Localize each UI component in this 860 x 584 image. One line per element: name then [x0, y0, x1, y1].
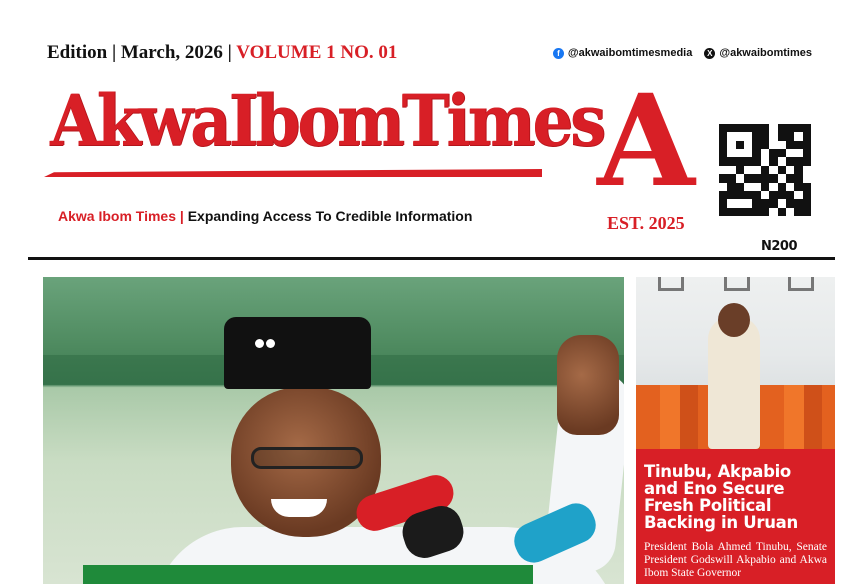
- price-label: N200: [761, 239, 798, 254]
- glasses: [251, 447, 363, 469]
- volume-label: VOLUME 1 NO. 01: [236, 42, 398, 63]
- tagline-text: Expanding Access To Credible Information: [187, 208, 473, 224]
- thumbs-up-hand: [557, 335, 619, 435]
- qr-code-icon[interactable]: [719, 124, 811, 216]
- edition-line: [47, 42, 397, 64]
- black-cap: [224, 317, 371, 389]
- cap-logo-icon: [255, 335, 295, 353]
- logo-letter: A: [597, 67, 695, 215]
- side-story-headline[interactable]: Tinubu, Akpabio and Eno Secure Fresh Political Backing in Uruan: [644, 462, 798, 532]
- side-story-panel: [636, 449, 835, 584]
- edition-label: Edition | March, 2026 |: [47, 42, 232, 63]
- lead-photo[interactable]: [43, 277, 624, 584]
- facebook-icon[interactable]: f: [553, 48, 564, 59]
- masthead-title: AkwaIbomTimes: [50, 80, 604, 163]
- side-story[interactable]: [636, 277, 835, 584]
- facebook-handle[interactable]: @akwaibomtimesmedia: [567, 47, 693, 59]
- tagline-brand: Akwa Ibom Times |: [58, 208, 184, 224]
- header-divider: [28, 257, 835, 260]
- side-story-photo[interactable]: [636, 277, 835, 449]
- established-label: EST. 2025: [607, 213, 685, 233]
- side-story-summary: President Bola Ahmed Tinubu, Senate President Godswill Akpabio and Akwa Ibom State Governor: [644, 541, 827, 579]
- masthead: [50, 80, 604, 178]
- x-icon[interactable]: X: [704, 48, 715, 59]
- social-handles: [553, 47, 812, 59]
- logo-emblem: [596, 67, 706, 215]
- x-handle[interactable]: @akwaibomtimes: [719, 47, 812, 59]
- podium: [83, 565, 533, 584]
- tagline: [58, 208, 472, 224]
- masthead-underline: [44, 169, 542, 177]
